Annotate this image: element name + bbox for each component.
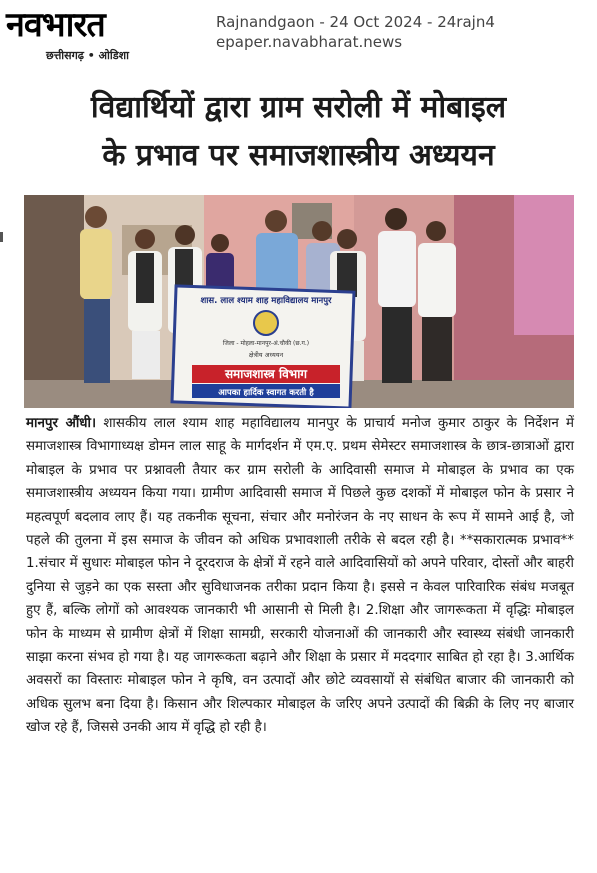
- logo-text: नवभारत: [6, 5, 105, 45]
- newspaper-logo: [6, 4, 194, 66]
- headline-line-2: के प्रभाव पर समाजशास्त्रीय अध्ययन: [102, 138, 495, 173]
- margin-mark: [0, 232, 3, 242]
- epaper-site: epaper.navabharat.news: [216, 33, 403, 51]
- article-body-text: शासकीय लाल श्याम शाह महाविद्यालय मानपुर के प्राचार्य मनोज कुमार ठाकुर के निर्देशन में समाजशास्त्र विभागाध्यक्ष डोमन लाल साहू के मार्गदर्शन में एम.ए. प्रथम सेमेस्टर समाजशास्त्र के छात्र-छात्राओं द्वारा मोबाइल के प्रभाव पर प्रश्नावली तैयार कर ग्राम सरोली के आदिवासी समाज मे मोबाइल के प्रभाव का एक समाजशास्त्रीय अध्ययन किया गया। ग्रामीण आदिवासी समाज में पिछले कुछ दशकों में मोबाइल फोन के प्रसार ने महत्वपूर्ण बदलाव लाए हैं। यह तकनीक सूचना, संचार और मनोरंजन के नए साधन के रूप में सामने आई है, जो पहले की तुलना में इस समाज के जीवन को अधिक प्रभावशाली तरीके से बदल रही है। **सकारात्मक प्रभाव** 1.संचार में सुधारः मोबाइल फोन ने दूरदराज के क्षेत्रों में रहने वाले आदिवासियों को अपने परिवार, दोस्तों और बाहरी दुनिया से जुड़ने का एक सस्ता और सुविधाजनक तरीका प्रदान किया है। इससे न केवल पारिवारिक संबंध मजबूत हुए हैं, बल्कि लोगों को आवश्यक जानकारी भी आसानी से मिली है। 2.शिक्षा और जागरूकता में वृद्धिः मोबाइल फोन के माध्यम से ग्रामीण क्षेत्रों में शिक्षा सामग्री, सरकारी योजनाओं की जानकारी और स्वास्थ्य संबंधी जानकारी साझा करना संभव हो गया है। यह जागरूकता बढ़ाने और शिक्षा के प्रसार में मददगार साबित हो रहा है। 3.आर्थिक अवसरों का विस्तारः मोबाइल फोन ने कृषि, वन उत्पादों और छोटे व्यवसायों से संबंधित बाजार की जानकारी को अधिक सुलभ बना दिया है। किसान और शिल्पकार मोबाइल के जरिए अपने उत्पादों की बिक्री के लिए नए बाजार खोज रहे हैं, जिससे उनकी आय में वृद्धि हो रही है।: [26, 416, 574, 736]
- edition-info: [216, 12, 495, 52]
- edition-line: Rajnandgaon - 24 Oct 2024 - 24rajn4: [216, 13, 495, 31]
- banner-district: जिला - मोहला-मानपुर-अं.चौकी (छ.ग.): [222, 340, 310, 347]
- banner-study: क्षेत्रीय अध्ययन: [248, 351, 284, 359]
- masthead: [0, 0, 597, 72]
- banner-department: समाजशास्त्र विभाग: [224, 367, 308, 381]
- article-photo: [24, 195, 574, 408]
- headline-line-1: विद्यार्थियों द्वारा ग्राम सरोली में मोबाइल: [90, 90, 507, 125]
- logo-subtitle: छत्तीसगढ़ • ओडिशा: [46, 49, 129, 62]
- article-body: [26, 412, 574, 740]
- banner-college-name: शास. लाल श्याम शाह महाविद्यालय मानपुर: [200, 296, 332, 306]
- banner-welcome: आपका हार्दिक स्वागत करती है: [218, 388, 314, 398]
- article-headline: [0, 84, 597, 180]
- dateline: मानपुर औंधी।: [26, 416, 97, 431]
